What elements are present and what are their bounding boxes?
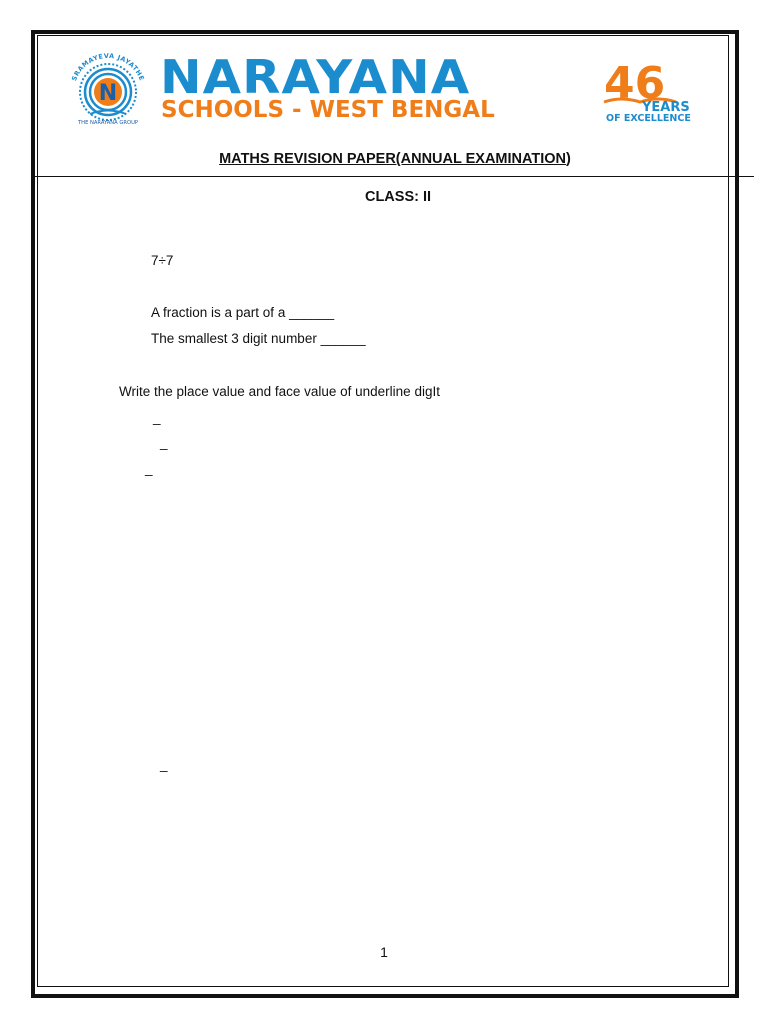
anniversary-excellence: OF EXCELLENCE — [606, 113, 691, 124]
emblem-bottom-text: THE NARAYANA GROUP — [78, 120, 138, 126]
question-fraction: A fraction is a part of a ______ — [151, 305, 335, 320]
blank-mark: _ — [160, 435, 168, 450]
question-place-value: Write the place value and face value of underline digIt — [119, 384, 440, 399]
blank-mark: _ — [160, 757, 168, 772]
paper-title-tail: ) — [566, 151, 571, 167]
class-label: CLASS: II — [364, 189, 432, 205]
page-number: 1 — [380, 944, 388, 960]
brand-name: NARAYANA — [160, 50, 471, 104]
paper-title-main: MATHS REVISION PAPER(ANNUAL EXAMINATION — [219, 151, 567, 167]
brand-subtitle: SCHOOLS - WEST BENGAL — [161, 97, 495, 123]
page-border-inner — [37, 35, 729, 987]
question-smallest-number: The smallest 3 digit number ______ — [151, 331, 366, 346]
anniversary-badge — [600, 52, 700, 124]
emblem-letter: N — [98, 81, 118, 106]
blank-mark: _ — [153, 410, 161, 425]
question-division: 7÷7 — [151, 253, 174, 268]
paper-title — [0, 151, 768, 167]
blank-mark: _ — [145, 461, 153, 476]
anniversary-years: YEARS — [642, 100, 690, 115]
emblem-top-text: SRAMAYEVA JAYATHE — [70, 52, 146, 83]
anniversary-number: 46 — [604, 58, 666, 109]
narayana-emblem-logo — [60, 52, 156, 128]
header-divider — [34, 176, 754, 177]
